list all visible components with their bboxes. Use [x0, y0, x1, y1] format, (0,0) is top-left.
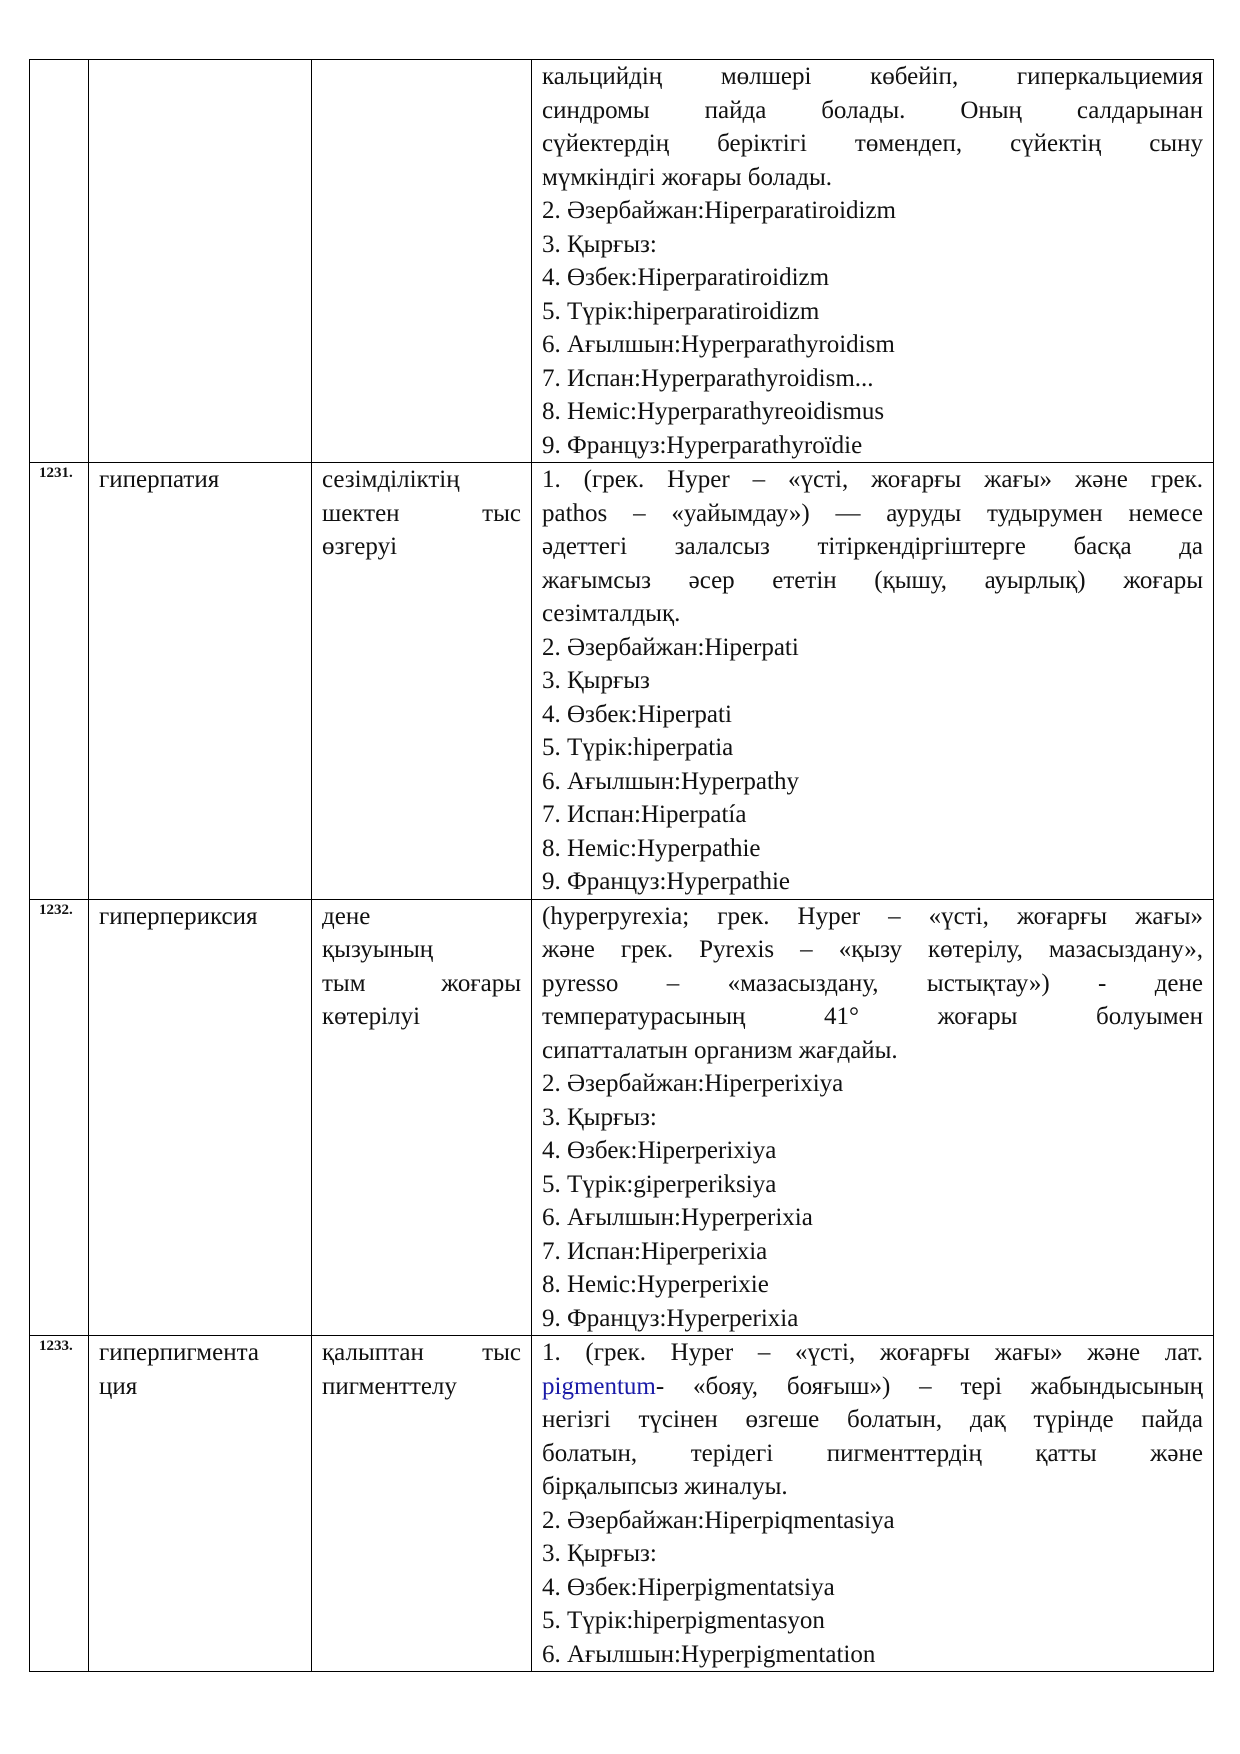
- translation-line: 8. Неміс:Hyperpathie: [542, 834, 761, 862]
- definition-line: сезімділіктің: [322, 466, 460, 493]
- translation-line: 3. Қырғыз:: [542, 1540, 657, 1567]
- translation-line: 2. Әзербайжан:Hiperparatiroidizm: [542, 197, 897, 224]
- description-fragment: - «бояу, бояғыш») – тері жабындысының: [655, 1372, 1203, 1400]
- translation-line: 4. Өзбек:Hiperparatiroidizm: [542, 264, 830, 291]
- description-line: жағымсыз әсер ететін (қышу, ауырлық) жоғары: [542, 566, 1203, 594]
- translation-line: 7. Испан:Hiperpatía: [542, 801, 747, 828]
- entry-definition: [312, 899, 532, 1336]
- entry-term: гиперпатия: [89, 463, 312, 900]
- entry-description: [532, 899, 1214, 1336]
- translation-line: 4. Өзбек:Hiperpati: [542, 700, 732, 728]
- term-line: гиперпигмента: [99, 1339, 259, 1366]
- translation-line: 2. Әзербайжан:Hiperpiqmentasiya: [542, 1506, 895, 1534]
- description-line: pyresso – «мазасыздану, ыстықтау») - дене: [542, 969, 1203, 997]
- translation-line: 2. Әзербайжан:Hiperperixiya: [542, 1070, 844, 1097]
- entry-term: [89, 60, 312, 463]
- description-line: сипатталатын организм жағдайы.: [542, 1036, 898, 1064]
- definition-line: көтерілуі: [322, 1003, 421, 1030]
- translation-line: 7. Испан:Hiperperixia: [542, 1237, 768, 1265]
- description-line: сүйектердің беріктігі төмендеп, сүйектің сыну: [542, 130, 1203, 157]
- definition-line: дене: [322, 902, 371, 930]
- definition-line: қалыптан тыс: [322, 1339, 521, 1366]
- definition-line: өзгеруі: [322, 533, 398, 560]
- entry-definition: [312, 60, 532, 463]
- table-row: [30, 1336, 1214, 1672]
- translation-line: 9. Француз:Hyperperixia: [542, 1304, 799, 1332]
- term-line: ция: [99, 1372, 138, 1400]
- entry-term: гиперпериксия: [89, 899, 312, 1336]
- definition-line: тым жоғары: [322, 969, 521, 997]
- entry-description: [532, 60, 1214, 463]
- entry-number: 1231.: [30, 463, 89, 900]
- translation-line: 5. Түрік:hiperparatiroidizm: [542, 297, 820, 325]
- entry-number: [30, 60, 89, 463]
- definition-line: қызуының: [322, 936, 434, 963]
- translation-line: 6. Ағылшын:Hyperpathy: [542, 767, 799, 795]
- table-row: [30, 899, 1214, 1336]
- translation-line: 9. Француз:Hyperpathie: [542, 868, 790, 895]
- entry-term: [89, 1336, 312, 1672]
- description-line: негізгі түсінен өзгеше болатын, дақ түрінде пайда: [542, 1406, 1203, 1433]
- description-line: [542, 1370, 1203, 1404]
- description-line: болатын, терідегі пигменттердің қатты және: [542, 1439, 1203, 1467]
- description-line: мүмкіндігі жоғары болады.: [542, 163, 833, 191]
- description-line: синдромы пайда болады. Оның салдарынан: [542, 96, 1203, 124]
- description-line: сезімталдық.: [542, 600, 681, 627]
- entry-definition: [312, 463, 532, 900]
- description-line: (hyperpyrexia; грек. Hyper – «үсті, жоғарғы жағы»: [542, 902, 1203, 930]
- definition-line: пигменттелу: [322, 1372, 457, 1400]
- table-row: [30, 463, 1214, 900]
- translation-line: 9. Француз:Hyperparathyroïdie: [542, 431, 863, 459]
- translation-line: 8. Неміс:Hyperparathyreoidismus: [542, 398, 885, 425]
- entry-description: [532, 1336, 1214, 1672]
- entry-definition: [312, 1336, 532, 1672]
- entry-number: 1233.: [30, 1336, 89, 1672]
- latin-term-link: pigmentum: [542, 1372, 656, 1400]
- description-line: температурасының 41° жоғары болуымен: [542, 1003, 1203, 1030]
- table-row: [30, 60, 1214, 463]
- dictionary-table: [29, 59, 1214, 1672]
- translation-line: 8. Неміс:Hyperperixie: [542, 1271, 769, 1298]
- entry-description: [532, 463, 1214, 900]
- entry-number: 1232.: [30, 899, 89, 1336]
- translation-line: 6. Ағылшын:Hyperparathyroidism: [542, 331, 895, 358]
- translation-line: 3. Қырғыз:: [542, 1103, 657, 1131]
- description-line: кальцийдің мөлшері көбейіп, гиперкальциемия: [542, 63, 1203, 90]
- description-line: әдеттегі залалсыз тітіркендіргіштерге басқа да: [542, 533, 1203, 560]
- translation-line: 5. Түрік:hiperpigmentasyon: [542, 1607, 825, 1634]
- description-line: 1. (грек. Hyper – «үсті, жоғарғы жағы» және грек.: [542, 466, 1203, 493]
- description-line: pathos – «уайымдау») — ауруды тудырумен немесе: [542, 499, 1203, 527]
- translation-line: 5. Түрік:hiperpatia: [542, 734, 734, 761]
- translation-line: 6. Ағылшын:Hyperpigmentation: [542, 1640, 876, 1668]
- translation-line: 2. Әзербайжан:Hiperpati: [542, 633, 799, 661]
- description-line: және грек. Pyrexis – «қызу көтерілу, мазасыздану»,: [542, 936, 1203, 963]
- description-line: бірқалыпсыз жиналуы.: [542, 1473, 788, 1500]
- translation-line: 4. Өзбек:Hiperpigmentatsiya: [542, 1573, 835, 1601]
- description-line: 1. (грек. Hyper – «үсті, жоғарғы жағы» және лат.: [542, 1339, 1203, 1366]
- translation-line: 6. Ағылшын:Hyperperixia: [542, 1204, 813, 1231]
- translation-line: 4. Өзбек:Hiperperixiya: [542, 1137, 777, 1164]
- translation-line: 3. Қырғыз:: [542, 230, 657, 258]
- translation-line: 5. Түрік:giperperiksiya: [542, 1170, 777, 1198]
- translation-line: 3. Қырғыз: [542, 667, 650, 694]
- translation-line: 7. Испан:Hyperparathyroidism...: [542, 364, 874, 392]
- definition-line: шектен тыс: [322, 499, 521, 527]
